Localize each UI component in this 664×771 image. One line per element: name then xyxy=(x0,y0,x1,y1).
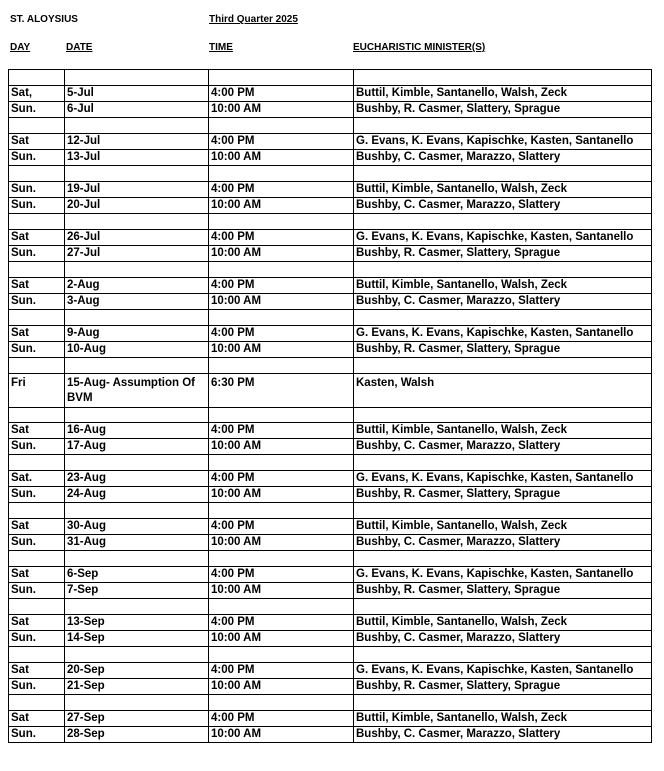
column-header-day: DAY xyxy=(10,42,31,53)
ministers-cell: Buttil, Kimble, Santanello, Walsh, Zeck xyxy=(354,278,652,294)
table-row xyxy=(9,615,652,631)
time-cell: 10:00 AM xyxy=(209,439,354,455)
ministers-cell: Buttil, Kimble, Santanello, Walsh, Zeck xyxy=(354,86,652,102)
column-header-time: TIME xyxy=(209,42,233,53)
ministers-cell: Buttil, Kimble, Santanello, Walsh, Zeck xyxy=(354,423,652,439)
day-cell: Sat xyxy=(9,711,65,727)
day-cell: Sat. xyxy=(9,471,65,487)
ministers-cell: G. Evans, K. Evans, Kapischke, Kasten, Santanello xyxy=(354,230,652,246)
spacer-row xyxy=(9,166,652,182)
time-cell: 10:00 AM xyxy=(209,294,354,310)
date-cell: 23-Aug xyxy=(65,471,209,487)
time-cell: 4:00 PM xyxy=(209,711,354,727)
time-cell: 4:00 PM xyxy=(209,567,354,583)
schedule-table xyxy=(8,69,652,743)
time-cell: 10:00 AM xyxy=(209,102,354,118)
ministers-cell: Bushby, R. Casmer, Slattery, Sprague xyxy=(354,583,652,599)
day-cell: Sat xyxy=(9,423,65,439)
ministers-cell: Bushby, R. Casmer, Slattery, Sprague xyxy=(354,487,652,503)
date-cell: 20-Sep xyxy=(65,663,209,679)
day-cell: Sun. xyxy=(9,198,65,214)
spacer-row xyxy=(9,408,652,423)
day-cell: Sun. xyxy=(9,102,65,118)
time-cell: 4:00 PM xyxy=(209,663,354,679)
spacer-row xyxy=(9,455,652,471)
date-cell: 7-Sep xyxy=(65,583,209,599)
day-cell: Sun. xyxy=(9,294,65,310)
spacer-row xyxy=(9,310,652,326)
day-cell: Sat, xyxy=(9,86,65,102)
spacer-row xyxy=(9,214,652,230)
table-row xyxy=(9,374,652,408)
date-cell: 27-Sep xyxy=(65,711,209,727)
ministers-cell: Bushby, C. Casmer, Marazzo, Slattery xyxy=(354,631,652,647)
table-row xyxy=(9,631,652,647)
table-row xyxy=(9,471,652,487)
time-cell: 10:00 AM xyxy=(209,342,354,358)
ministers-cell: Bushby, C. Casmer, Marazzo, Slattery xyxy=(354,535,652,551)
time-cell: 4:00 PM xyxy=(209,423,354,439)
date-cell: 6-Sep xyxy=(65,567,209,583)
day-cell: Sat xyxy=(9,326,65,342)
ministers-cell: Buttil, Kimble, Santanello, Walsh, Zeck xyxy=(354,711,652,727)
date-cell: 5-Jul xyxy=(65,86,209,102)
time-cell: 10:00 AM xyxy=(209,727,354,743)
date-cell: 16-Aug xyxy=(65,423,209,439)
day-cell: Sun. xyxy=(9,342,65,358)
day-cell: Sat xyxy=(9,567,65,583)
day-cell: Sat xyxy=(9,134,65,150)
spacer-row xyxy=(9,599,652,615)
time-cell: 4:00 PM xyxy=(209,278,354,294)
day-cell: Sun. xyxy=(9,150,65,166)
table-row xyxy=(9,535,652,551)
date-cell: 17-Aug xyxy=(65,439,209,455)
time-cell: 10:00 AM xyxy=(209,679,354,695)
spacer-row xyxy=(9,70,652,86)
ministers-cell: G. Evans, K. Evans, Kapischke, Kasten, Santanello xyxy=(354,567,652,583)
ministers-cell: Buttil, Kimble, Santanello, Walsh, Zeck xyxy=(354,519,652,535)
table-row xyxy=(9,198,652,214)
table-row xyxy=(9,567,652,583)
ministers-cell: Bushby, C. Casmer, Marazzo, Slattery xyxy=(354,198,652,214)
time-cell: 10:00 AM xyxy=(209,631,354,647)
spacer-row xyxy=(9,503,652,519)
ministers-cell: G. Evans, K. Evans, Kapischke, Kasten, Santanello xyxy=(354,326,652,342)
ministers-cell: G. Evans, K. Evans, Kapischke, Kasten, Santanello xyxy=(354,663,652,679)
time-cell: 4:00 PM xyxy=(209,230,354,246)
day-cell: Sun. xyxy=(9,487,65,503)
date-cell: 19-Jul xyxy=(65,182,209,198)
ministers-cell: Buttil, Kimble, Santanello, Walsh, Zeck xyxy=(354,182,652,198)
date-cell: 15-Aug- Assumption Of BVM xyxy=(65,374,209,408)
time-cell: 10:00 AM xyxy=(209,150,354,166)
date-cell: 24-Aug xyxy=(65,487,209,503)
column-header-date: DATE xyxy=(66,42,93,53)
time-cell: 10:00 AM xyxy=(209,583,354,599)
table-row xyxy=(9,679,652,695)
time-cell: 10:00 AM xyxy=(209,198,354,214)
date-cell: 3-Aug xyxy=(65,294,209,310)
table-row xyxy=(9,326,652,342)
table-row xyxy=(9,134,652,150)
ministers-cell: Buttil, Kimble, Santanello, Walsh, Zeck xyxy=(354,615,652,631)
table-row xyxy=(9,342,652,358)
table-row xyxy=(9,102,652,118)
day-cell: Sun. xyxy=(9,439,65,455)
date-cell: 10-Aug xyxy=(65,342,209,358)
date-cell: 20-Jul xyxy=(65,198,209,214)
column-header-ministers: EUCHARISTIC MINISTER(S) xyxy=(353,42,486,53)
spacer-row xyxy=(9,358,652,374)
ministers-cell: Bushby, C. Casmer, Marazzo, Slattery xyxy=(354,439,652,455)
ministers-cell: Bushby, C. Casmer, Marazzo, Slattery xyxy=(354,727,652,743)
table-row xyxy=(9,423,652,439)
table-row xyxy=(9,727,652,743)
ministers-cell: Bushby, R. Casmer, Slattery, Sprague xyxy=(354,102,652,118)
ministers-cell: Bushby, C. Casmer, Marazzo, Slattery xyxy=(354,294,652,310)
day-cell: Sun. xyxy=(9,182,65,198)
day-cell: Sat xyxy=(9,519,65,535)
day-cell: Sun. xyxy=(9,631,65,647)
table-row xyxy=(9,182,652,198)
date-cell: 27-Jul xyxy=(65,246,209,262)
day-cell: Sun. xyxy=(9,727,65,743)
date-cell: 31-Aug xyxy=(65,535,209,551)
ministers-cell: G. Evans, K. Evans, Kapischke, Kasten, Santanello xyxy=(354,134,652,150)
time-cell: 10:00 AM xyxy=(209,487,354,503)
parish-title: ST. ALOYSIUS xyxy=(10,14,78,25)
date-cell: 28-Sep xyxy=(65,727,209,743)
day-cell: Sat xyxy=(9,230,65,246)
date-cell: 26-Jul xyxy=(65,230,209,246)
ministers-cell: Bushby, C. Casmer, Marazzo, Slattery xyxy=(354,150,652,166)
day-cell: Sun. xyxy=(9,246,65,262)
date-cell: 14-Sep xyxy=(65,631,209,647)
date-cell: 9-Aug xyxy=(65,326,209,342)
time-cell: 6:30 PM xyxy=(209,374,354,408)
table-row xyxy=(9,246,652,262)
spacer-row xyxy=(9,118,652,134)
time-cell: 4:00 PM xyxy=(209,519,354,535)
date-cell: 13-Sep xyxy=(65,615,209,631)
table-row xyxy=(9,583,652,599)
quarter-title: Third Quarter 2025 xyxy=(209,14,298,25)
time-cell: 4:00 PM xyxy=(209,134,354,150)
time-cell: 10:00 AM xyxy=(209,246,354,262)
table-row xyxy=(9,519,652,535)
ministers-cell: Bushby, R. Casmer, Slattery, Sprague xyxy=(354,342,652,358)
day-cell: Sat xyxy=(9,615,65,631)
time-cell: 4:00 PM xyxy=(209,182,354,198)
ministers-cell: Bushby, R. Casmer, Slattery, Sprague xyxy=(354,679,652,695)
spacer-row xyxy=(9,695,652,711)
day-cell: Sat xyxy=(9,278,65,294)
spacer-row xyxy=(9,647,652,663)
time-cell: 4:00 PM xyxy=(209,471,354,487)
table-row xyxy=(9,663,652,679)
date-cell: 21-Sep xyxy=(65,679,209,695)
day-cell: Fri xyxy=(9,374,65,408)
ministers-cell: G. Evans, K. Evans, Kapischke, Kasten, Santanello xyxy=(354,471,652,487)
table-row xyxy=(9,439,652,455)
day-cell: Sun. xyxy=(9,679,65,695)
table-row xyxy=(9,278,652,294)
date-cell: 12-Jul xyxy=(65,134,209,150)
date-cell: 2-Aug xyxy=(65,278,209,294)
table-row xyxy=(9,150,652,166)
date-cell: 13-Jul xyxy=(65,150,209,166)
table-row xyxy=(9,86,652,102)
ministers-cell: Kasten, Walsh xyxy=(354,374,652,408)
table-row xyxy=(9,711,652,727)
time-cell: 4:00 PM xyxy=(209,326,354,342)
spacer-row xyxy=(9,551,652,567)
table-row xyxy=(9,230,652,246)
time-cell: 10:00 AM xyxy=(209,535,354,551)
date-cell: 30-Aug xyxy=(65,519,209,535)
time-cell: 4:00 PM xyxy=(209,86,354,102)
day-cell: Sun. xyxy=(9,535,65,551)
table-row xyxy=(9,294,652,310)
table-row xyxy=(9,487,652,503)
day-cell: Sun. xyxy=(9,583,65,599)
date-cell: 6-Jul xyxy=(65,102,209,118)
spacer-row xyxy=(9,262,652,278)
time-cell: 4:00 PM xyxy=(209,615,354,631)
ministers-cell: Bushby, R. Casmer, Slattery, Sprague xyxy=(354,246,652,262)
day-cell: Sat xyxy=(9,663,65,679)
